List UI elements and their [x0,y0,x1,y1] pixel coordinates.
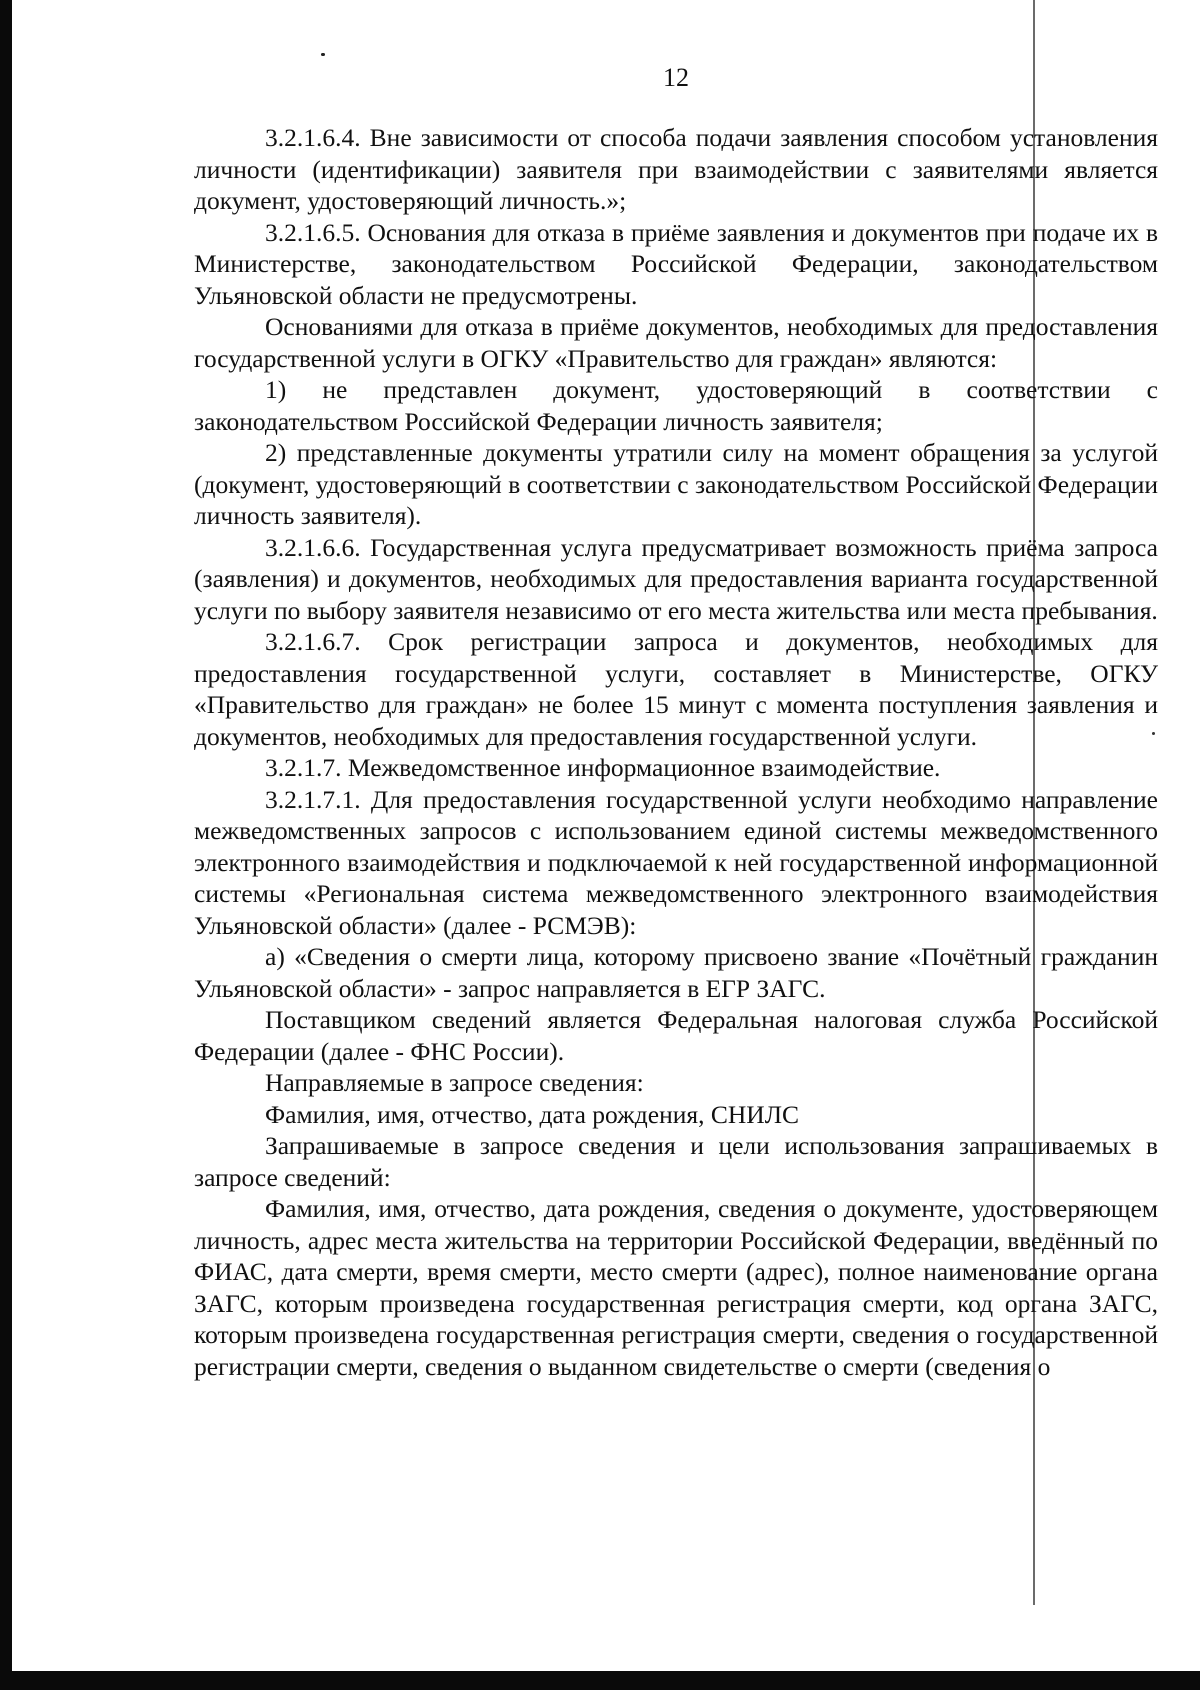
page-number: 12 [663,63,689,92]
paragraph-3-2-1-7-1: 3.2.1.7.1. Для предоставления государственной услуги необходимо направление межведомственных запросов с использованием единой системы межведомственного электронного взаимодействия и подключаемой к ней государственной информационной системы «Региональная система межведомственного электронного взаимодействия Ульяновской области» (далее - РСМЭВ): [194,784,1158,940]
paragraph-3-2-1-6-5: 3.2.1.6.5. Основания для отказа в приёме заявления и документов при подаче их в Министерстве, законодательством Российской Федерации, законодательством Ульяновской области не предусмотрены. [194,217,1158,310]
scan-border-bottom [0,1671,1200,1690]
scan-border-left [0,0,12,1690]
paragraph-3-2-1-6-4: 3.2.1.6.4. Вне зависимости от способа подачи заявления способом установления личности (идентификации) заявителя при взаимодействии с заявителями является документ, удостоверяющий личность.»; [194,123,1158,215]
list-item-2: 2) представленные документы утратили силу на момент обращения за услугой (документ, удостоверяющий в соответствии с законодательством Российской Федерации личность заявителя). [194,438,1158,530]
paragraph-refusal-grounds: Основаниями для отказа в приёме документов, необходимых для предоставления государственной услуги в ОГКУ «Правительство для граждан» являются: [194,312,1158,373]
list-item-a: а) «Сведения о смерти лица, которому присвоено звание «Почётный гражданин Ульяновской области» - запрос направляется в ЕГР ЗАГС. [194,942,1158,1003]
paragraph-3-2-1-6-7: 3.2.1.6.7. Срок регистрации запроса и документов, необходимых для предоставления государственной услуги, составляет в Министерстве, ОГКУ «Правительство для граждан» не более 15 минут с момента поступления заявления и документов, необходимых для предоставления государственной услуги. [194,627,1158,751]
paragraph-supplier: Поставщиком сведений является Федеральная налоговая служба Российской Федерации (далее - ФНС России). [194,1005,1158,1066]
paragraph-sent-fields: Фамилия, имя, отчество, дата рождения, СНИЛС [265,1099,799,1129]
scan-speck [321,53,325,56]
paragraph-requested-info: Запрашиваемые в запросе сведения и цели использования запрашиваемых в запросе сведений: [194,1131,1158,1192]
paragraph-sent-info: Направляемые в запросе сведения: [265,1068,644,1097]
paragraph-3-2-1-7: 3.2.1.7. Межведомственное информационное взаимодействие. [265,753,941,782]
document-page [194,58,1158,1382]
list-item-1: 1) не представлен документ, удостоверяющий в соответствии с законодательством Российской Федерации личность заявителя; [194,375,1158,436]
paragraph-requested-fields: Фамилия, имя, отчество, дата рождения, сведения о документе, удостоверяющем личность, адрес места жительства на территории Российской Федерации, введённый по ФИАС, дата смерти, время смерти, место смерти (адрес), полное наименование органа ЗАГС, которым произведена государственная регистрация смерти, код органа ЗАГС, которым произведена государственная регистрация смерти, сведения о государственной регистрации смерти, сведения о выданном свидетельстве о смерти (сведения о [194,1194,1158,1381]
paragraph-3-2-1-6-6: 3.2.1.6.6. Государственная услуга предусматривает возможность приёма запроса (заявления) и документов, необходимых для предоставления варианта государственной услуги по выбору заявителя независимо от его места жительства или места пребывания. [194,532,1158,625]
